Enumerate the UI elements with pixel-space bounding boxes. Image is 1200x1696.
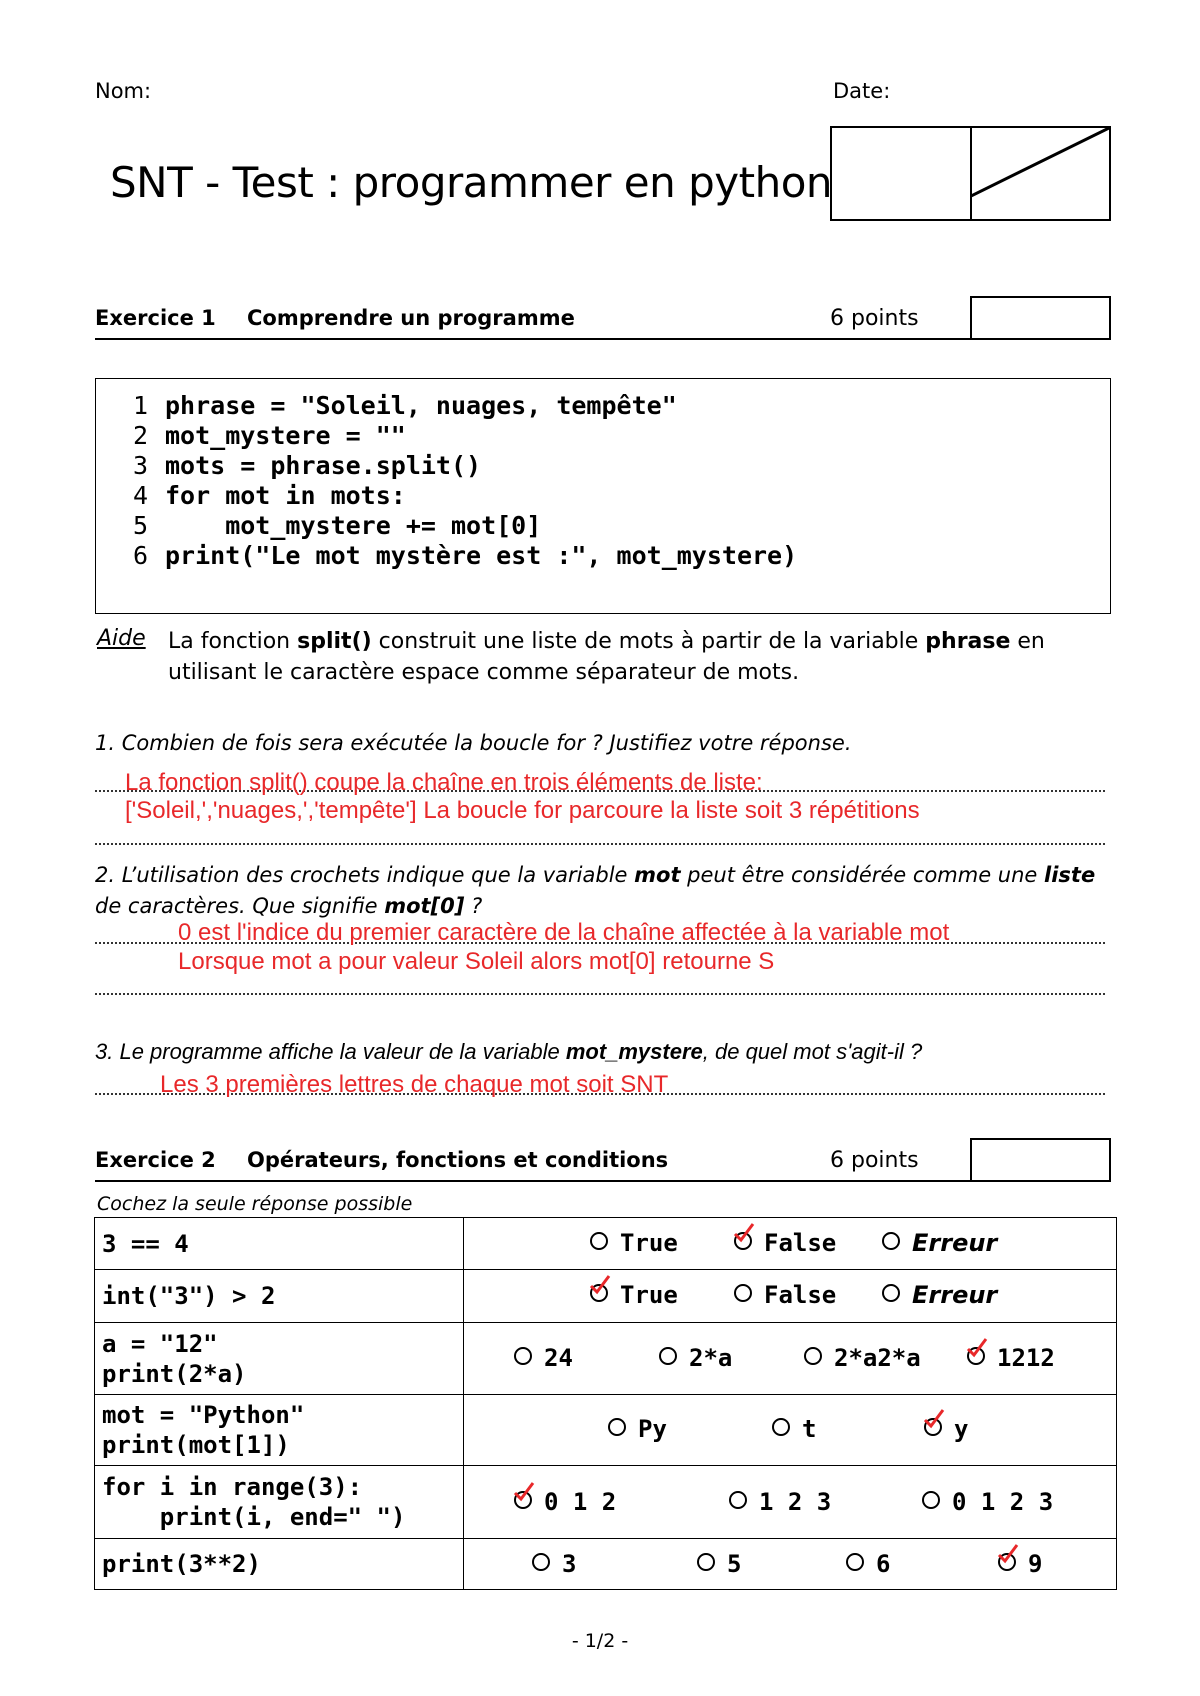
radio-option[interactable]: 3 bbox=[532, 1550, 576, 1578]
radio-circle-icon bbox=[659, 1347, 677, 1365]
qcm-question: mot = "Python" print(mot[1]) bbox=[95, 1395, 464, 1466]
exercise-1-number: Exercice 1 bbox=[95, 306, 216, 330]
answer-1-line-1: La fonction split() coupe la chaîne en trois éléments de liste: bbox=[125, 769, 763, 796]
qcm-options bbox=[464, 1270, 1117, 1323]
radio-option-checked[interactable]: False bbox=[734, 1229, 836, 1257]
radio-option-checked[interactable]: 0 1 2 bbox=[514, 1488, 616, 1516]
radio-option[interactable]: 2*a2*a bbox=[804, 1344, 921, 1372]
radio-option[interactable]: 6 bbox=[846, 1550, 890, 1578]
red-check-icon bbox=[922, 1407, 946, 1431]
answer-1-line-2: ['Soleil,','nuages,','tempête'] La boucle for parcoure la liste soit 3 répétitions bbox=[125, 797, 920, 824]
qcm-row bbox=[95, 1323, 1117, 1395]
radio-option-checked[interactable]: True bbox=[590, 1281, 678, 1309]
code-line: 2 mot_mystere = "" bbox=[132, 421, 406, 450]
radio-option-checked[interactable]: 9 bbox=[998, 1550, 1042, 1578]
radio-option[interactable]: 0 1 2 3 bbox=[922, 1488, 1053, 1516]
radio-option-checked[interactable]: 1212 bbox=[967, 1344, 1055, 1372]
question-2: 2. L’utilisation des crochets indique que la variable mot peut être considérée comme une liste de caractères. Que signifie mot[0] ? bbox=[95, 863, 1096, 918]
qcm-question: 3 == 4 bbox=[95, 1218, 464, 1270]
radio-option[interactable]: False bbox=[734, 1281, 836, 1309]
exercise-2-title: Opérateurs, fonctions et conditions bbox=[247, 1148, 669, 1172]
red-check-icon bbox=[996, 1542, 1020, 1566]
exercise-1-title: Comprendre un programme bbox=[247, 306, 575, 330]
page-number: - 1/2 - bbox=[571, 1630, 629, 1652]
aide-label: Aide bbox=[97, 626, 146, 651]
radio-option[interactable]: 2*a bbox=[659, 1344, 732, 1372]
qcm-row bbox=[95, 1539, 1117, 1590]
radio-circle-icon bbox=[922, 1491, 940, 1509]
answer-line bbox=[95, 843, 1105, 845]
code-listing bbox=[95, 378, 1111, 614]
radio-circle-icon bbox=[697, 1553, 715, 1571]
qcm-options bbox=[464, 1323, 1117, 1395]
qcm-options bbox=[464, 1539, 1117, 1590]
qcm-question: for i in range(3): print(i, end=" ") bbox=[95, 1466, 464, 1539]
code-line: 1 phrase = "Soleil, nuages, tempête" bbox=[132, 391, 677, 420]
red-check-icon bbox=[512, 1480, 536, 1504]
code-line: 6 print("Le mot mystère est :", mot_mystere) bbox=[132, 541, 798, 570]
answer-3: Les 3 premières lettres de chaque mot soit SNT bbox=[160, 1071, 669, 1098]
code-line: 4 for mot in mots: bbox=[132, 481, 406, 510]
red-check-icon bbox=[588, 1273, 612, 1297]
qcm-question: a = "12" print(2*a) bbox=[95, 1323, 464, 1395]
qcm-options bbox=[464, 1466, 1117, 1539]
radio-circle-icon bbox=[590, 1232, 608, 1250]
code-line: 3 mots = phrase.split() bbox=[132, 451, 482, 480]
radio-circle-icon bbox=[846, 1553, 864, 1571]
radio-option[interactable]: Erreur bbox=[882, 1229, 997, 1257]
exercise-2-score-box bbox=[970, 1138, 1111, 1180]
radio-circle-icon bbox=[514, 1347, 532, 1365]
radio-option[interactable]: t bbox=[772, 1415, 816, 1443]
exercise-1-points: 6 points bbox=[830, 306, 919, 331]
radio-option-checked[interactable]: y bbox=[924, 1415, 968, 1443]
radio-circle-icon bbox=[608, 1418, 626, 1436]
qcm-row bbox=[95, 1395, 1117, 1466]
grade-box-diagonal bbox=[971, 128, 1111, 221]
grade-box bbox=[830, 126, 1111, 221]
exercise-2-number: Exercice 2 bbox=[95, 1148, 216, 1172]
radio-circle-icon bbox=[772, 1418, 790, 1436]
qcm-question: print(3**2) bbox=[95, 1539, 464, 1590]
radio-option[interactable]: Py bbox=[608, 1415, 667, 1443]
radio-option[interactable]: True bbox=[590, 1229, 678, 1257]
qcm-options bbox=[464, 1395, 1117, 1466]
question-1: 1. Combien de fois sera exécutée la boucle for ? Justifiez votre réponse. bbox=[95, 731, 852, 755]
radio-circle-icon bbox=[882, 1284, 900, 1302]
nom-label: Nom: bbox=[95, 79, 152, 103]
answer-2-line-1: 0 est l'indice du premier caractère de la chaîne affectée à la variable mot bbox=[178, 919, 950, 946]
code-line: 5 mot_mystere += mot[0] bbox=[132, 511, 542, 540]
red-check-icon bbox=[732, 1221, 756, 1245]
date-label: Date: bbox=[833, 79, 891, 103]
qcm-row bbox=[95, 1218, 1117, 1270]
qcm-table bbox=[94, 1217, 1117, 1590]
radio-circle-icon bbox=[734, 1284, 752, 1302]
qcm-instruction: Cochez la seule réponse possible bbox=[97, 1193, 413, 1215]
qcm-row bbox=[95, 1270, 1117, 1323]
exercise-2-points: 6 points bbox=[830, 1148, 919, 1173]
answer-2-line-2: Lorsque mot a pour valeur Soleil alors mot[0] retourne S bbox=[178, 948, 775, 975]
question-3: 3. Le programme affiche la valeur de la variable mot_mystere, de quel mot s'agit-il ? bbox=[95, 1039, 923, 1064]
aide-text: La fonction split() construit une liste de mots à partir de la variable phrase en utilisant le caractère espace comme séparateur de mots. bbox=[168, 629, 1045, 685]
exercise-1-score-box bbox=[970, 296, 1111, 338]
radio-circle-icon bbox=[729, 1491, 747, 1509]
answer-line bbox=[95, 993, 1105, 995]
qcm-row bbox=[95, 1466, 1117, 1539]
radio-option[interactable]: 24 bbox=[514, 1344, 573, 1372]
radio-circle-icon bbox=[532, 1553, 550, 1571]
exercise-1-header bbox=[95, 296, 1111, 340]
radio-option[interactable]: 5 bbox=[697, 1550, 741, 1578]
radio-option[interactable]: 1 2 3 bbox=[729, 1488, 831, 1516]
radio-circle-icon bbox=[804, 1347, 822, 1365]
radio-option[interactable]: Erreur bbox=[882, 1281, 997, 1309]
qcm-options bbox=[464, 1218, 1117, 1270]
radio-circle-icon bbox=[882, 1232, 900, 1250]
red-check-icon bbox=[965, 1336, 989, 1360]
exercise-2-header bbox=[95, 1138, 1111, 1182]
page-title: SNT - Test : programmer en python bbox=[110, 158, 833, 207]
qcm-question: int("3") > 2 bbox=[95, 1270, 464, 1323]
